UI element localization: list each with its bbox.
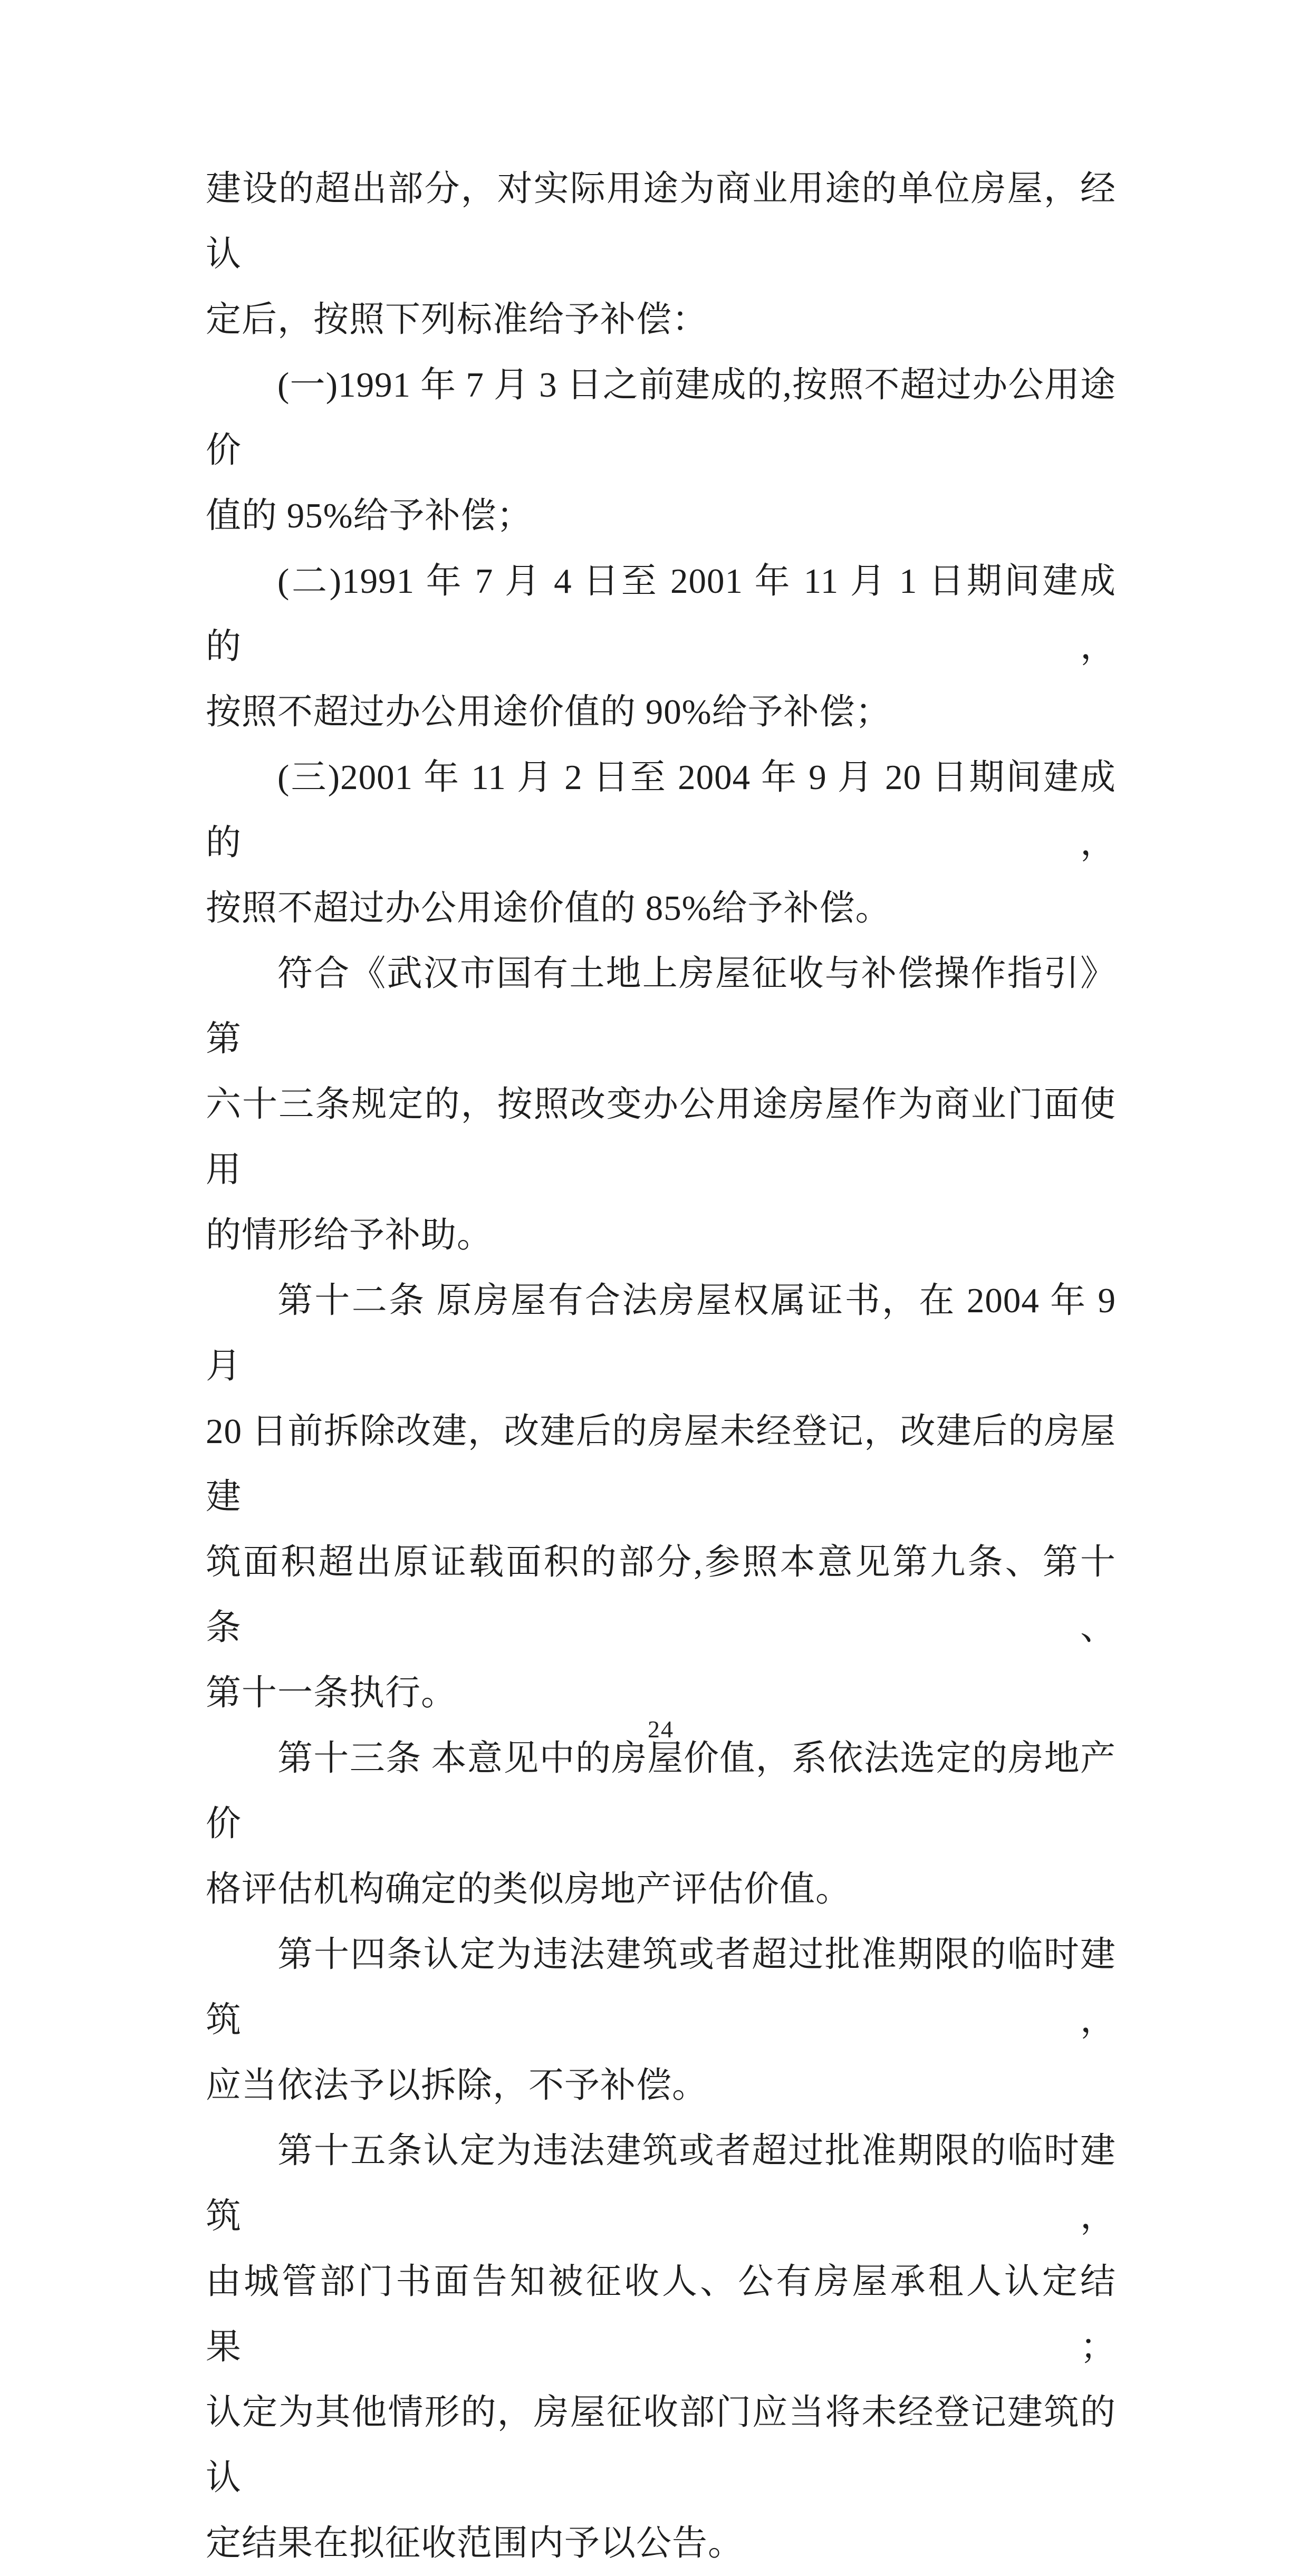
text-line: 第十五条认定为违法建筑或者超过批准期限的临时建筑， xyxy=(206,2131,1116,2236)
page-number: 24 xyxy=(648,1716,674,1743)
text-line: 筑面积超出原证载面积的部分,参照本意见第九条、第十条、 xyxy=(206,1543,1116,1647)
text-line: (一)1991 年 7 月 3 日之前建成的,按照不超过办公用途价 xyxy=(206,366,1116,470)
text-line: 格评估机构确定的类似房地产评估价值。 xyxy=(206,1870,851,1909)
text-line: 值的 95%给予补偿； xyxy=(206,496,533,535)
text-line: (二)1991 年 7 月 4 日至 2001 年 11 月 1 日期间建成的， xyxy=(206,562,1116,666)
text-line: 符合《武汉市国有土地上房屋征收与补偿操作指引》第 xyxy=(206,954,1116,1059)
text-line: 由城管部门书面告知被征收人、公有房屋承租人认定结果； xyxy=(206,2262,1116,2367)
text-line: 第十三条 本意见中的房屋价值，系依法选定的房地产价 xyxy=(206,1739,1116,1843)
text-line: 按照不超过办公用途价值的 90%给予补偿； xyxy=(206,693,891,732)
text-line: 按照不超过办公用途价值的 85%给予补偿。 xyxy=(206,889,891,928)
text-line: 第十一条执行。 xyxy=(206,1674,457,1713)
page-footer xyxy=(206,1715,1116,1743)
text-line: 定结果在拟征收范围内予以公告。 xyxy=(206,2524,744,2563)
text-line: 认定为其他情形的，房屋征收部门应当将未经登记建筑的认 xyxy=(206,2393,1116,2497)
text-line: 第十四条认定为违法建筑或者超过批准期限的临时建筑， xyxy=(206,1935,1116,2040)
text-line: (三)2001 年 11 月 2 日至 2004 年 9 月 20 日期间建成的， xyxy=(206,758,1116,862)
text-line: 20 日前拆除改建，改建后的房屋未经登记，改建后的房屋建 xyxy=(206,1412,1116,1516)
text-line: 定后，按照下列标准给予补偿： xyxy=(206,300,708,339)
document-body xyxy=(206,156,1116,2576)
text-line: 建设的超出部分，对实际用途为商业用途的单位房屋，经认 xyxy=(206,169,1116,274)
text-line: 的情形给予补助。 xyxy=(206,1216,493,1255)
text-line: 第十二条 原房屋有合法房屋权属证书，在 2004 年 9 月 xyxy=(206,1281,1116,1386)
text-line: 应当依法予以拆除，不予补偿。 xyxy=(206,2066,708,2105)
text-line: 六十三条规定的，按照改变办公用途房屋作为商业门面使用 xyxy=(206,1085,1116,1189)
